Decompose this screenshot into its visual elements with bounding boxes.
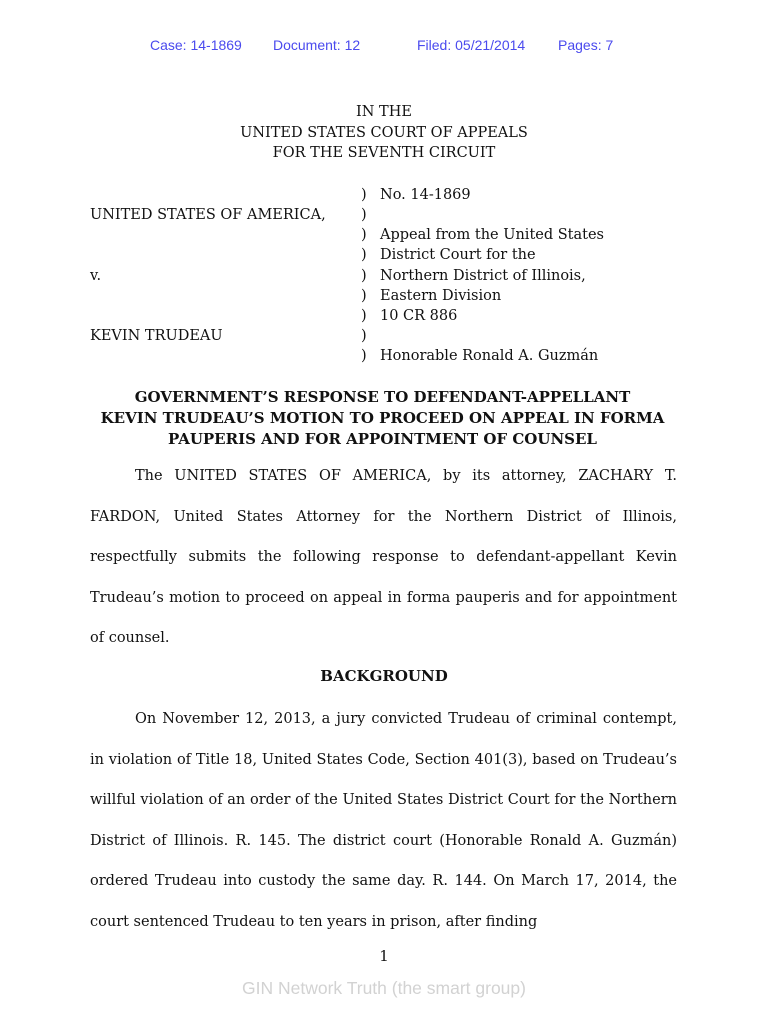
court-line-1: IN THE bbox=[356, 104, 412, 120]
case-number: Case: 14-1869 bbox=[150, 37, 242, 53]
caption-paren: ) bbox=[361, 187, 367, 203]
title-line-3: PAUPERIS AND FOR APPOINTMENT OF COUNSEL bbox=[168, 430, 597, 448]
docket-number: No. 14-1869 bbox=[380, 187, 471, 203]
document-title bbox=[80, 387, 685, 450]
caption-paren: ) bbox=[361, 308, 367, 324]
division-line: Eastern Division bbox=[380, 288, 502, 304]
background-paragraph bbox=[90, 699, 677, 943]
court-line-2: UNITED STATES COURT OF APPEALS bbox=[240, 124, 528, 141]
caption-paren: ) bbox=[361, 247, 367, 263]
plaintiff-name: UNITED STATES OF AMERICA, bbox=[90, 207, 326, 223]
page-number: 1 bbox=[379, 947, 389, 965]
intro-paragraph bbox=[90, 456, 677, 659]
case-caption bbox=[90, 185, 690, 370]
district-line: Northern District of Illinois, bbox=[380, 268, 586, 284]
appeal-from-line: Appeal from the United States bbox=[380, 227, 604, 243]
caption-paren: ) bbox=[361, 328, 367, 344]
defendant-name: KEVIN TRUDEAU bbox=[90, 328, 223, 344]
caption-paren: ) bbox=[361, 348, 367, 364]
caption-paren: ) bbox=[361, 227, 367, 243]
title-line-1: GOVERNMENT’S RESPONSE TO DEFENDANT-APPELLANT bbox=[134, 388, 631, 406]
caption-paren: ) bbox=[361, 288, 367, 304]
district-court-line: District Court for the bbox=[380, 247, 536, 263]
intro-paragraph-text: The UNITED STATES OF AMERICA, by its attorney, ZACHARY T. FARDON, United States Attorney for the Northern District of Illinois, respectfully submits the following response to defendant-appellant Kevin Trudeau’s motion to proceed on appeal in forma pauperis and for appointment of counsel. bbox=[90, 468, 677, 647]
judge-name: Honorable Ronald A. Guzmán bbox=[380, 348, 599, 364]
caption-paren: ) bbox=[361, 268, 367, 284]
page-count: Pages: 7 bbox=[558, 37, 614, 53]
document-number: Document: 12 bbox=[273, 37, 361, 53]
versus: v. bbox=[90, 268, 102, 284]
court-line-3: FOR THE SEVENTH CIRCUIT bbox=[272, 145, 496, 161]
court-heading bbox=[0, 102, 768, 164]
watermark: GIN Network Truth (the smart group) bbox=[242, 978, 526, 998]
background-paragraph-text: On November 12, 2013, a jury convicted Trudeau of criminal contempt, in violation of Title 18, United States Code, Section 401(3), based on Trudeau’s willful violation of an order of the United States District Court for the Northern District of Illinois. R. 145. The district court (Honorable Ronald A. Guzmán) ordered Trudeau into custody the same day. R. 144. On March 17, 2014, the court sentenced Trudeau to ten years in prison, after finding bbox=[90, 711, 677, 930]
filing-stamp bbox=[0, 37, 768, 57]
section-heading: BACKGROUND bbox=[320, 667, 448, 685]
filed-date: Filed: 05/21/2014 bbox=[417, 37, 526, 53]
title-line-2: KEVIN TRUDEAU’S MOTION TO PROCEED ON APPEAL IN FORMA bbox=[100, 409, 665, 427]
caption-paren: ) bbox=[361, 207, 367, 223]
district-case-number: 10 CR 886 bbox=[380, 308, 458, 324]
